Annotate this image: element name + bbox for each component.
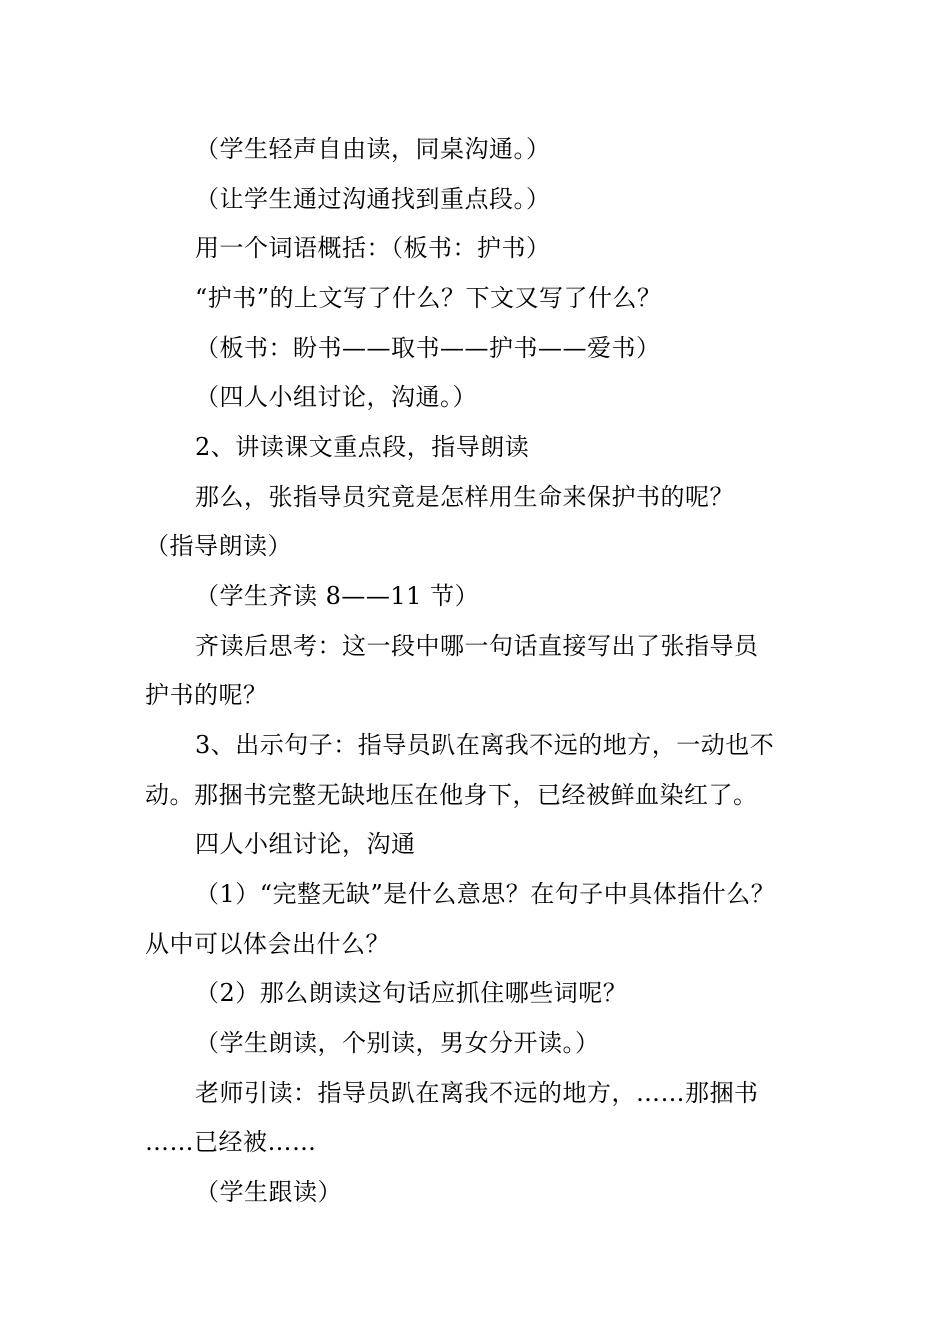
text-line: （1）“完整无缺”是什么意思？在句子中具体指什么？ bbox=[195, 880, 776, 908]
text-line: （指导朗读） bbox=[145, 532, 292, 560]
text-line: 四人小组讨论，沟通 bbox=[195, 830, 416, 858]
text-line: 那么，张指导员究竟是怎样用生命来保护书的呢？ bbox=[195, 483, 734, 511]
section-heading: 3、出示句子：指导员趴在离我不远的地方，一动也不 bbox=[195, 731, 775, 759]
text-line: （学生轻声自由读，同桌沟通。） bbox=[195, 135, 551, 163]
text-line: 齐读后思考：这一段中哪一句话直接写出了张指导员 bbox=[195, 632, 759, 660]
text-line: （学生朗读，个别读，男女分开读。） bbox=[195, 1029, 600, 1057]
section-heading: 2、讲读课文重点段，指导朗读 bbox=[195, 433, 530, 461]
text-line: （板书：盼书——取书——护书——爱书） bbox=[195, 334, 661, 362]
text-line: 动。那捆书完整无缺地压在他身下，已经被鲜血染红了。 bbox=[145, 781, 758, 809]
text-line: 护书的呢？ bbox=[145, 681, 268, 709]
text-line: （2）那么朗读这句话应抓住哪些词呢？ bbox=[195, 979, 628, 1007]
text-line: （学生齐读 8——11 节） bbox=[195, 582, 480, 610]
text-line: （四人小组讨论，沟通。） bbox=[195, 383, 477, 411]
text-line: （让学生通过沟通找到重点段。） bbox=[195, 185, 551, 213]
text-line: ……已经被…… bbox=[145, 1128, 317, 1156]
text-line: “护书”的上文写了什么？下文又写了什么？ bbox=[195, 284, 662, 312]
text-line: 老师引读：指导员趴在离我不远的地方，……那捆书 bbox=[195, 1079, 759, 1107]
text-line: 用一个词语概括：（板书：护书） bbox=[195, 234, 551, 262]
text-line: （学生跟读） bbox=[195, 1178, 342, 1206]
text-line: 从中可以体会出什么？ bbox=[145, 930, 390, 958]
